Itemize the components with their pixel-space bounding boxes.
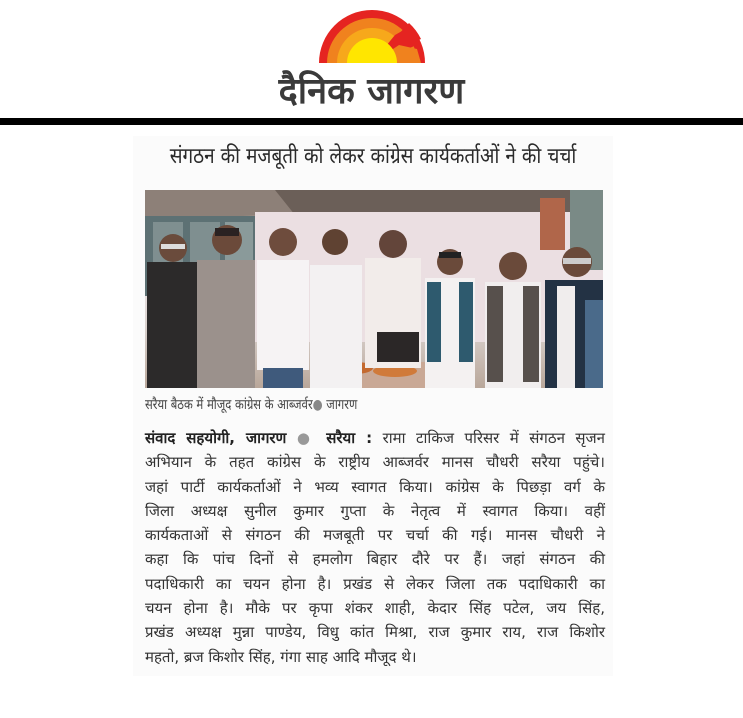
photo-caption bbox=[145, 394, 357, 416]
body-line-text: रामा टाकिज परिसर में संगठन सृजन bbox=[382, 429, 605, 447]
article-body bbox=[145, 426, 605, 669]
news-clipping bbox=[133, 136, 613, 676]
byline-bullet: ● bbox=[296, 429, 316, 447]
body-line-10: महतो, ब्रज किशोर सिंह, गंगा साह आदि मौजूद थे। bbox=[145, 647, 417, 666]
body-line-1 bbox=[145, 426, 605, 450]
headline: संगठन की मजबूती को लेकर कांग्रेस कार्यकर्ताओं ने की चर्चा bbox=[169, 144, 577, 169]
body-line-6: कहा कि पांच दिनों से हमलोग बिहार दौरे पर हैं। जहां संगठन की bbox=[145, 550, 605, 569]
masthead-rule bbox=[0, 118, 743, 125]
body-line-3: जहां पार्टी कार्यकर्ताओं ने भव्य स्वागत किया। कांग्रेस के पिछड़ा वर्ग के bbox=[145, 477, 605, 496]
body-line-9: प्रखंड अध्यक्ष मुन्ना पाण्डेय, विधु कांत मिश्रा, राज कुमार राय, राज किशोर bbox=[145, 623, 605, 642]
caption-credit: जागरण bbox=[326, 397, 358, 413]
newspaper-name: दैनिक जागरण bbox=[278, 71, 465, 112]
article-photo bbox=[145, 190, 603, 388]
masthead bbox=[0, 0, 743, 122]
group-photo-image bbox=[145, 190, 603, 388]
body-line-4: जिला अध्यक्ष सुनील कुमार गुप्ता के नेतृत्व में स्वागत किया। वहीं bbox=[145, 501, 605, 520]
byline-source: संवाद सहयोगी, जागरण bbox=[145, 429, 287, 447]
rising-sun-logo-icon bbox=[317, 5, 427, 63]
body-line-8: चयन होना है। मौके पर कृपा शंकर शाही, केदार सिंह पटेल, जय सिंह, bbox=[145, 599, 605, 618]
body-line-2: अभियान के तहत कांग्रेस के राष्ट्रीय आब्जर्वर मानस चौधरी सरैया पहुंचे। bbox=[145, 453, 605, 472]
byline-place: सरैया : bbox=[326, 429, 373, 447]
body-line-5: कार्यकताओं से संगठन की मजबूती पर चर्चा की गई। मानस चौधरी ने bbox=[145, 526, 605, 545]
caption-bullet: ● bbox=[312, 397, 323, 413]
body-line-7: पदाधिकारी का चयन होना है। प्रखंड से लेकर जिला तक पदाधिकारी का bbox=[145, 574, 605, 593]
caption-text: सरैया बैठक में मौजूद कांग्रेस के आब्जर्वर bbox=[145, 397, 313, 413]
